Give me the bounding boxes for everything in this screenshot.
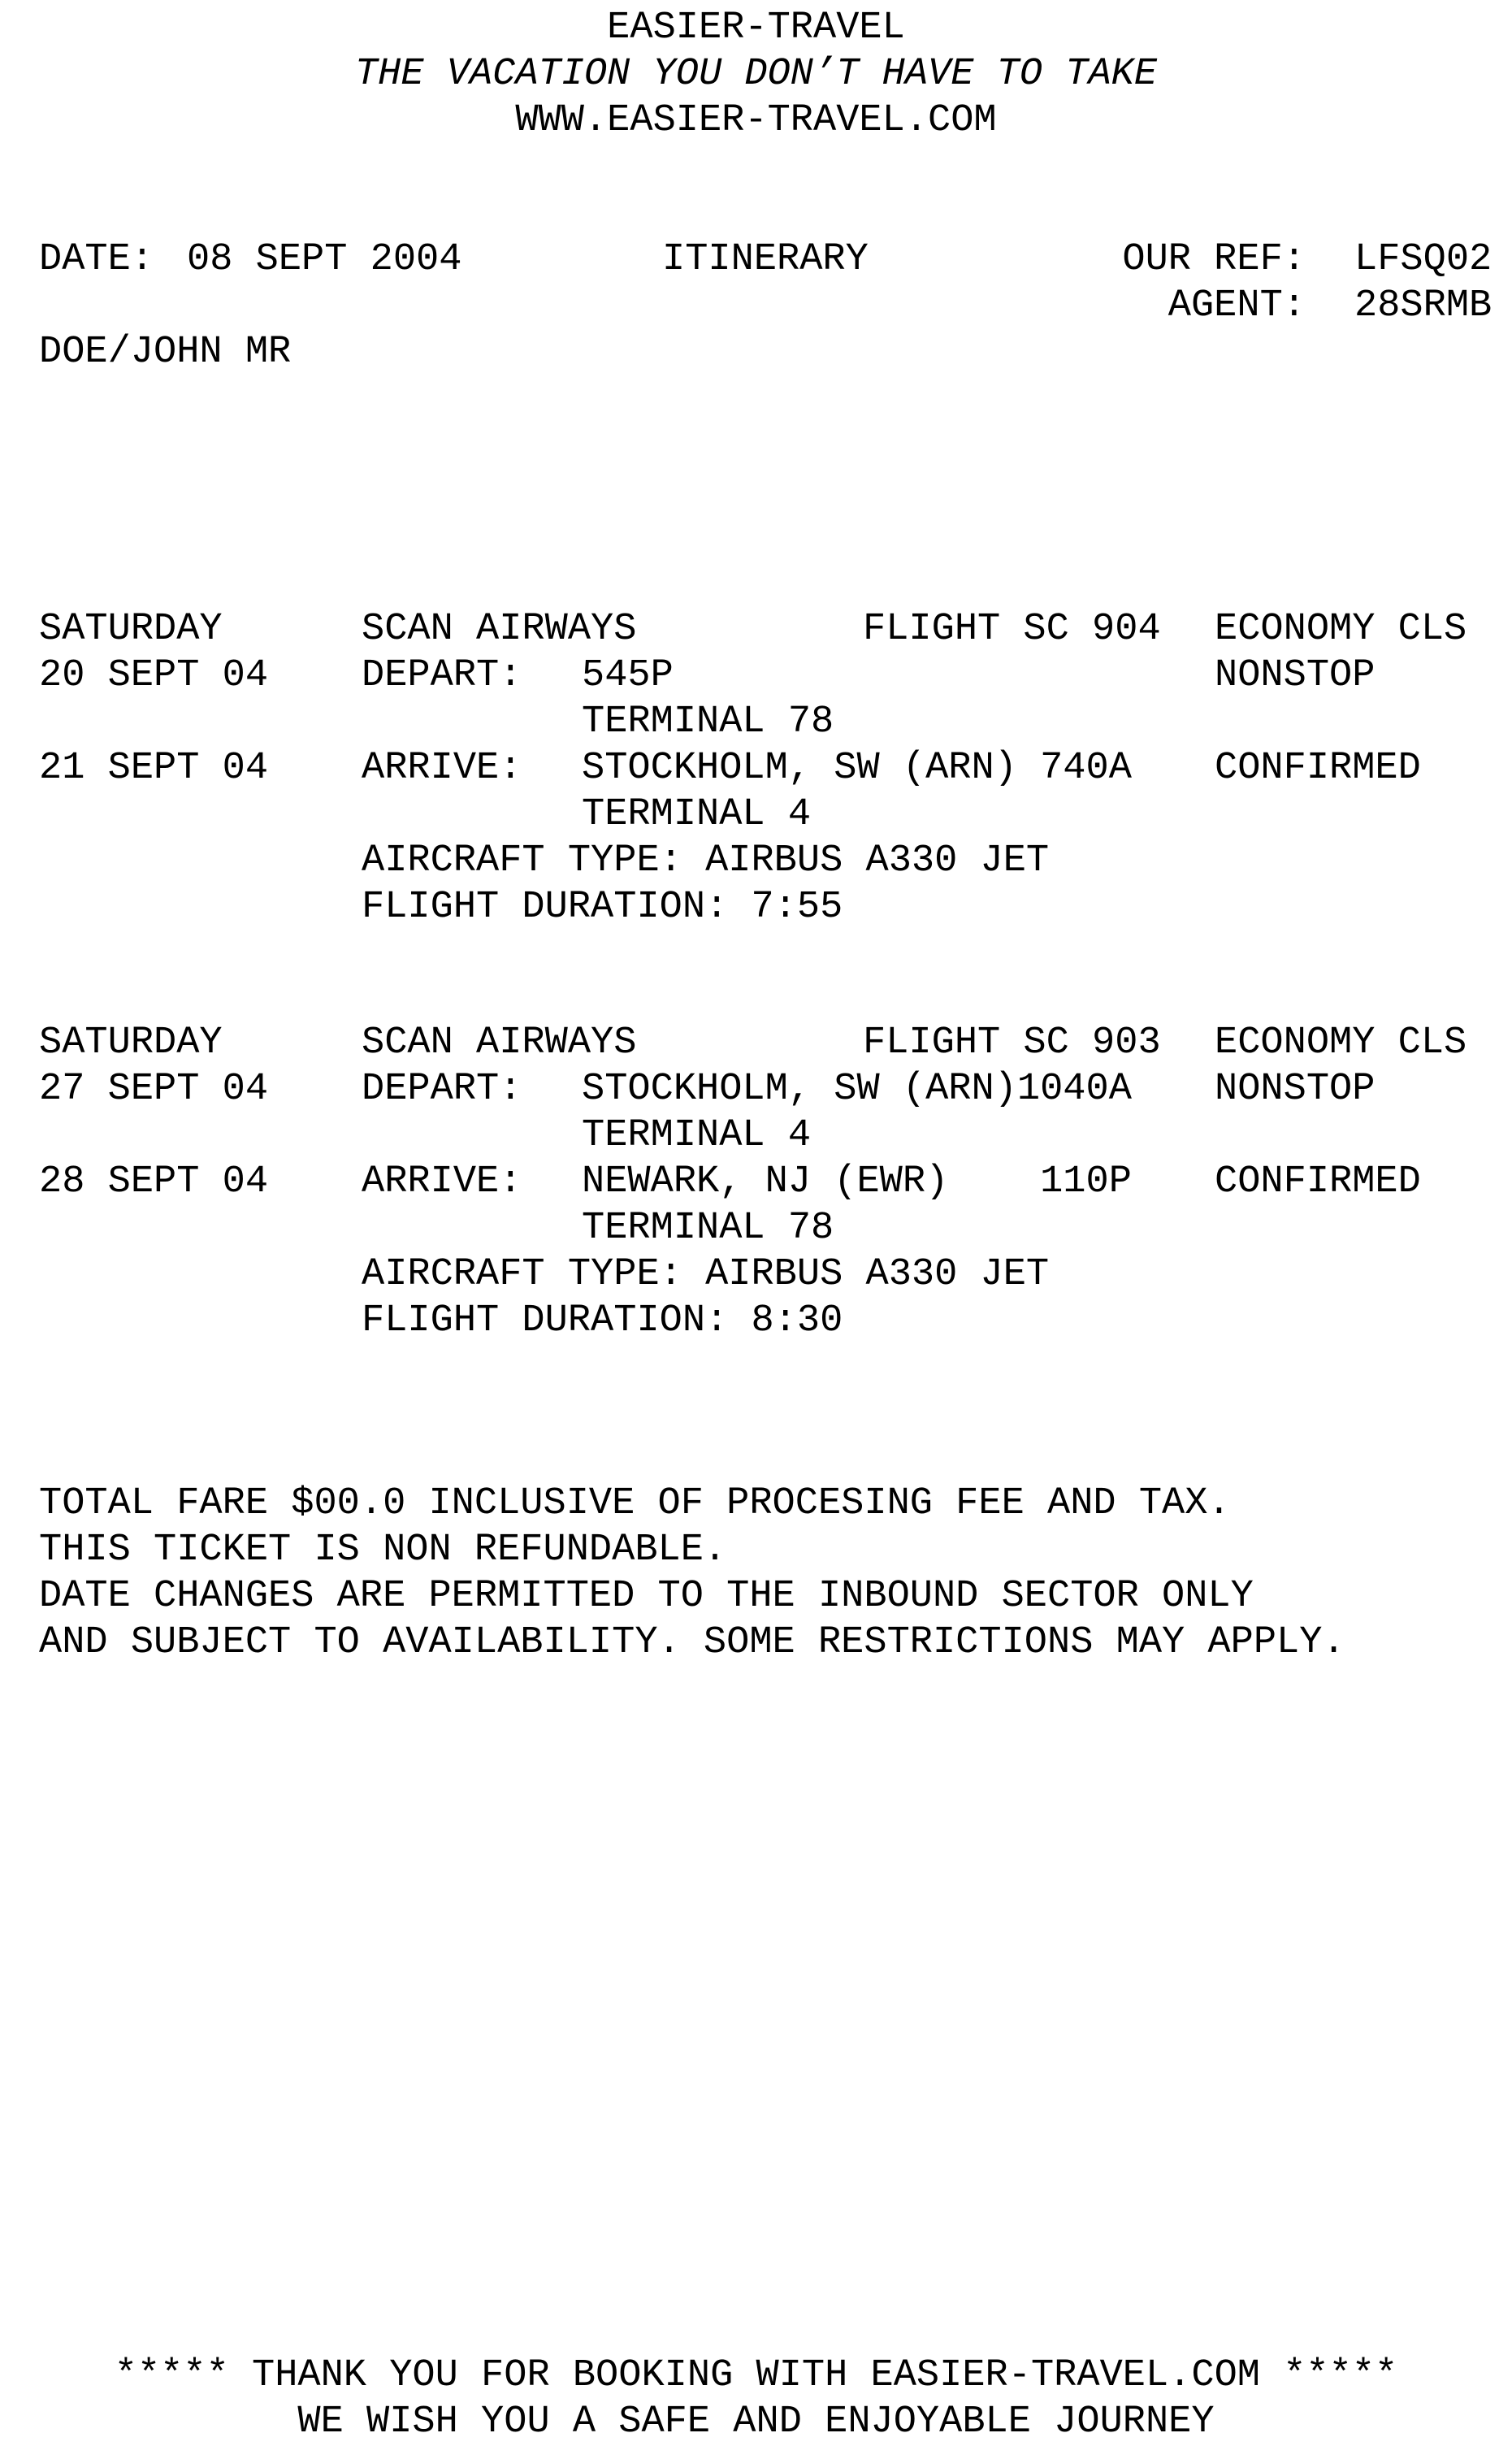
arrive-location: STOCKHOLM, SW (ARN) 740A [582,747,1132,790]
thank-you-line: ***** THANK YOU FOR BOOKING WITH EASIER-TRAVEL.COM ***** [114,2354,1398,2397]
arrive-terminal: TERMINAL 4 [582,793,812,836]
depart-location: STOCKHOLM, SW (ARN)1040A [582,1068,1132,1111]
passenger-name: DOE/JOHN MR [39,331,292,374]
arrive-status: CONFIRMED [1215,1160,1421,1203]
depart-date: 27 SEPT 04 [39,1068,269,1111]
ref-label: OUR REF: [1122,238,1306,281]
fare-note: TOTAL FARE $00.0 INCLUSIVE OF PROCESING FEE AND TAX. [39,1482,1231,1525]
company-name: EASIER-TRAVEL [607,7,905,50]
refund-note: THIS TICKET IS NON REFUNDABLE. [39,1529,727,1572]
aircraft-type: AIRCRAFT TYPE: AIRBUS A330 JET [362,839,1050,883]
arrive-status: CONFIRMED [1215,747,1421,790]
arrive-date: 21 SEPT 04 [39,747,269,790]
depart-status: NONSTOP [1215,1068,1376,1111]
cabin-class: ECONOMY CLS [1215,608,1467,651]
availability-note: AND SUBJECT TO AVAILABILITY. SOME RESTRICTIONS MAY APPLY. [39,1621,1345,1664]
depart-status: NONSTOP [1215,654,1376,697]
airline: SCAN AIRWAYS [362,608,637,651]
flight-day: SATURDAY [39,608,223,651]
airline: SCAN AIRWAYS [362,1021,637,1065]
date-change-note: DATE CHANGES ARE PERMITTED TO THE INBOUND SECTOR ONLY [39,1575,1254,1618]
depart-label: DEPART: [362,1068,522,1111]
arrive-location: NEWARK, NJ (EWR) 110P [582,1160,1132,1203]
arrive-label: ARRIVE: [362,747,522,790]
agent-label: AGENT: [1168,284,1306,327]
cabin-class: ECONOMY CLS [1215,1021,1467,1065]
date-value: 08 SEPT 2004 [187,238,462,281]
flight-number: FLIGHT SC 904 [863,608,1161,651]
website: WWW.EASIER-TRAVEL.COM [515,99,997,142]
ref-value: LFSQ02 [1354,238,1493,281]
depart-terminal: TERMINAL 78 [582,700,834,744]
flight-day: SATURDAY [39,1021,223,1065]
aircraft-type: AIRCRAFT TYPE: AIRBUS A330 JET [362,1253,1050,1296]
journey-wish-line: WE WISH YOU A SAFE AND ENJOYABLE JOURNEY [297,2400,1215,2444]
tagline: THE VACATION YOU DON’T HAVE TO TAKE [354,53,1158,96]
arrive-date: 28 SEPT 04 [39,1160,269,1203]
depart-date: 20 SEPT 04 [39,654,269,697]
flight-duration: FLIGHT DURATION: 7:55 [362,886,843,929]
flight-duration: FLIGHT DURATION: 8:30 [362,1299,843,1342]
depart-label: DEPART: [362,654,522,697]
agent-value: 28SRMB [1354,284,1493,327]
document-title: ITINERARY [662,238,869,281]
depart-location: 545P [582,654,674,697]
arrive-terminal: TERMINAL 78 [582,1207,834,1250]
arrive-label: ARRIVE: [362,1160,522,1203]
flight-number: FLIGHT SC 903 [863,1021,1161,1065]
date-label: DATE: [39,238,154,281]
depart-terminal: TERMINAL 4 [582,1114,812,1157]
